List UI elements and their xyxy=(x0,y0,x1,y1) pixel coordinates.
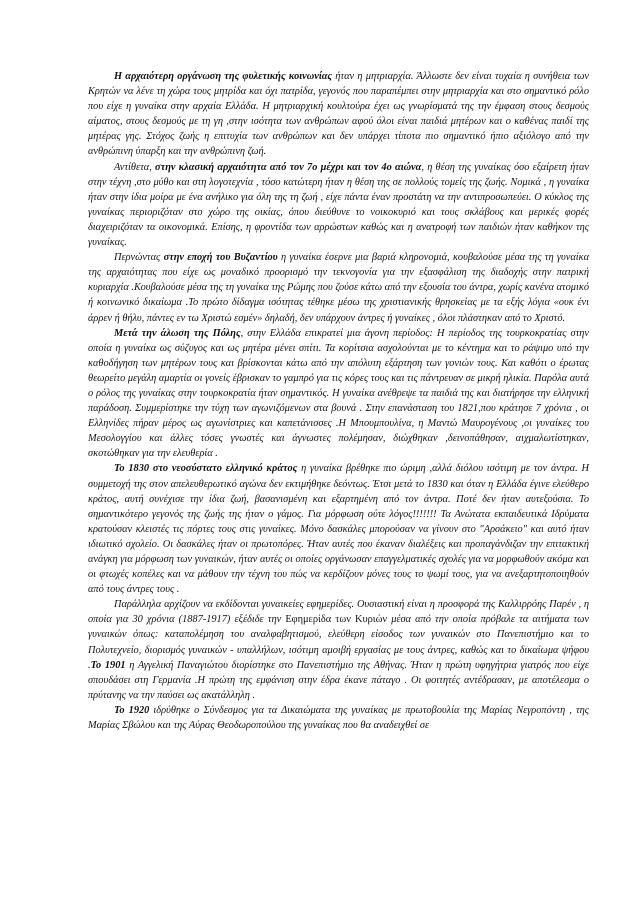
paragraph-league-1920 xyxy=(88,703,589,733)
heading-run: Το 1901 xyxy=(90,659,126,671)
heading-run: Το 1830 στο νεοσύστατο ελληνικό κράτος xyxy=(114,463,298,475)
heading-run: Το 1920 xyxy=(114,704,150,716)
text-run: ήταν η μητριαρχία. Άλλωστε δεν είναι τυχαία η συνήθεια των Κρητών να λένε τη χώρα τους μητρίδα και όχι πατρίδα, γεγονός που παραπέμπει στην μητριαρχία και στο σημαντικό ρόλο που είχε η γυναίκα στην αρχαία Ελλάδα. Η μητριαρχική κουλτούρα έχει ως γνωρίσματά της την έμφαση στους δεσμούς αίματος, στους δεσμούς με τη γη ,στην ισότητα των ανθρώπων αφού όλοι είναι παιδιά μητέρων και ο καθένας παιδί της μητέρας γης. Στόχος ζωής η επιτυχία των ανθρώπων και δεν υπάρχει τίποτα πιο σημαντικό ήπιο αξιόλογο από την ανθρώπινη ύπαρξη και την ανθρώπινη ζωή. xyxy=(88,71,589,158)
document-body xyxy=(88,69,589,733)
heading-run: Μετά την άλωση της Πόλης xyxy=(114,327,241,339)
newspaper-title: Εφημερίδα των Κυριών xyxy=(285,614,388,626)
paragraph-matriarchy xyxy=(88,69,589,160)
text-run: Περνώντας xyxy=(114,252,164,264)
heading-run: στην εποχή του Βυζαντίου xyxy=(163,252,278,264)
heading-run: στην κλασική αρχαιότητα από τον 7ο μέχρι και τον 4ο αιώνα xyxy=(155,161,422,173)
text-run: , στην Ελλάδα επικρατεί μια άγονη περίοδος: Η περίοδος της τουρκοκρατίας στην οποία η γυναίκα ως σύζυγος και ως μητέρα μένει σπίτι. Τα κορίτσια ασχολούνται με το κέντημα και το ράψιμο υπό την καθοδήγηση των μητέρων τους και βρίσκονται κάτω από την απόλυτη εξάρτηση των γονιών τους. Και καθότι ο έρωτας θεωρείτο μεγάλη αμαρτία οι γονείς έβρισκαν το γαμπρό για τις κόρες τους και τις πάντρευαν σε μικρή ηλικία. Παρόλα αυτά ο ρόλος της γυναίκας στην τουρκοκρατία ήταν σημαντικός. Η γυναίκα ανέθρεψε τα παιδιά της και διατήρησε την ελληνική παράδοση. Συμμερίστηκε την τύχη των αγωνιζόμενων στα βουνά . Στην επανάσταση του 1821,που κράτησε 7 χρόνια , οι Ελληνίδες πήραν μέρος ως αγωνίστριες και καπετάνισσες .Η Μπουμπουλίνα, η Μαντώ Μαυρογένους ,οι γυναίκες του Μεσολογγίου και άλλες τόσες γνωστές και άγνωστες πολέμησαν, διώχθηκαν ,δεινοπάθησαν, αιχμαλωτίστηκαν, σκοτώθηκαν για την ελευθερία . xyxy=(88,327,589,460)
text-run: , η θέση της γυναίκας όσο εξαίρετη ήταν στην τέχνη ,στο μύθο και στη λογοτεχνία , τόσο κατώτερη ήταν η θέση της σε πολλούς τομείς της ζωής. Νομικά , η γυναίκα ήταν στην ίδια μοίρα με ένα ανήλικο για όλη της τη ζωή , είχε πάντα έναν προστάτη να την αντιπροσωπεύει. Ο κύκλος της γυναίκας περιοριζόταν στο χώρο της οικίας, όπου διεύθυνε το νοικοκυριό και τους σκλάβους και μερικές φορές διαχειριζόταν τα οικονομικά. Επίσης, η φροντίδα των αρρώστων καθώς και η ανατροφή των παιδιών ήταν καθήκον της γυναίκας. xyxy=(88,161,589,249)
heading-run: Η αρχαιότερη οργάνωση της φυλετικής κοινωνίας xyxy=(114,71,333,82)
text-run: μέσα από την οποία πρόβαλε τα αιτήματα των γυναικών όπως: καταπολέμηση του αναλφαβητισμού, ελεύθερη είσοδος των γυναικών στο Πανεπιστήμιο και το Πολυτεχνείο, διορισμός γυναικών - υπαλλήλων, ισότιμη αμοιβή εργασίας με τους άντρες, καθώς και το δικαίωμα ψήφου . xyxy=(88,614,589,671)
paragraph-greek-state-1830 xyxy=(88,461,589,597)
text-run: η γυναίκα βρέθηκε πιο ώριμη ,αλλά διόλου ισότιμη με τον άντρα. Η συμμετοχή της στον απελευθερωτικό αγώνα δεν εκτιμήθηκε δεόντως. Έτσι μετά το 1830 και όταν η Ελλάδα έγινε ελεύθερο κράτος, αυτή συνέχισε την ίδια ζωή, βασανισμένη και εξαρτημένη από τον άντρα. Ποτέ δεν ήταν αυτεξούσια. Το σημαντικότερο γεγονός της ζωής της ήταν ο γάμος. Για μόρφωση ούτε λόγος!!!!!!! Τα Ανώτατα εκπαιδευτικά Ιδρύματα κρατούσαν κλειστές τις πόρτες τους στις γυναίκες. Μόνο δασκάλες μπορούσαν να γίνουν στο "Αρσάκειο" και αυτό ήταν ιδιωτικό σχολείο. Οι δασκάλες ήταν οι πρωτοπόρες. Ήταν αυτές που έκαναν διαλέξεις και προπαγάνδιζαν την επιτακτική ανάγκη για μόρφωση των γυναικών, ήταν αυτές οι οποίες οργάνωσαν επαγγελματικές σχολές για να μορφωθούν ακόμα και οι φτωχές κοπέλες και να μάθουν την τέχνη του πώς να κερδίζουν μόνες τους το ψωμί τους, για να ανεξαρτητοποιηθούν από τους άντρες τους . xyxy=(88,463,589,596)
paragraph-ottoman-period xyxy=(88,326,589,462)
text-run: η Αγγελική Παναγιώτου διορίστηκε στο Πανεπιστήμιο της Αθήνας. Ήταν η πρώτη υφηγήτρια γιατρός που είχε σπουδάσει στη Γερμανία .Η πρώτη της εμφάνιση στην έδρα έκανε πάταγο . Οι φοιτητές αντέδρασαν, με αποτέλεσμα ο πρύτανης να την παύσει ως ακατάλληλη . xyxy=(88,659,589,701)
paragraph-byzantium xyxy=(88,250,589,325)
paragraph-classical-antiquity xyxy=(88,160,589,251)
text-run: η γυναίκα έσερνε μια βαριά κληρονομιά, κουβαλούσε μέσα της τη γυναίκα της αρχαιότητας που είχε ως μοναδικό προορισμό την τεκνογονία για την εξασφάλιση της διαδοχής στην πατρική κυριαρχία .Κουβαλούσε μέσα της τη γυναίκα της Ρώμης που ζούσε κάτω από την εξουσία του άντρα, χωρίς κανένα ατομικό ή κοινωνικό δικαίωμα .Το πρώτο δίδαγμα ισότητας τέθηκε μέσω της χριστιανικής θρησκείας με τα εξής λόγια «ουκ ένι άρρεν ή θήλυ, πάντες εν τω Χριστώ εσμέν» δηλαδή, δεν υπάρχουν άντρες ή γυναίκες , όλοι πλάστηκαν από το Χριστό. xyxy=(88,252,590,324)
paragraph-womens-newspapers xyxy=(88,597,589,703)
text-run: ιδρύθηκε ο Σύνδεσμος για τα Δικαιώματα της γυναίκας με πρωτοβουλία της Μαρίας Νεγροπόντη , της Μαρίας Σβώλου και της Αύρας Θεοδωροπούλου της γυναίκας που θα αναδειχθεί σε xyxy=(88,704,590,732)
text-run: Παράλληλα αρχίζουν να εκδίδονται γυναικείες εφημερίδες. Ουσιαστική είναι η προσφορά της Καλλιρρόης Παρέν , η οποία για 30 χρόνια (1887-1917) εξέδιδε την xyxy=(88,599,589,626)
text-run: Αντίθετα, xyxy=(114,161,156,173)
